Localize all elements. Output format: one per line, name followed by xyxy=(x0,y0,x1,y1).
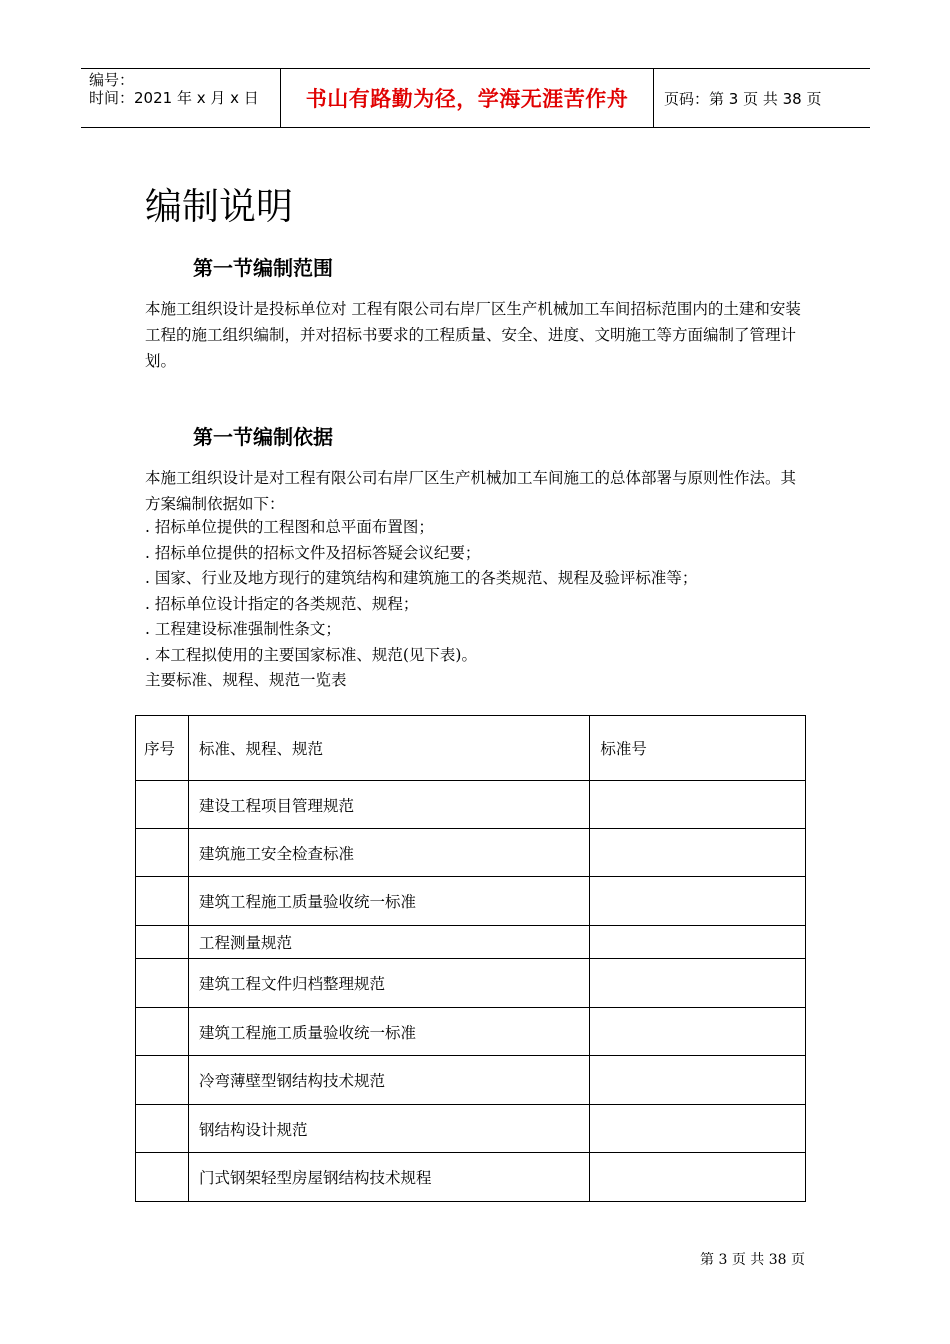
table-row xyxy=(136,926,806,959)
table-row xyxy=(136,829,806,877)
cell-code xyxy=(590,1056,806,1105)
cell-code xyxy=(590,1153,806,1202)
cell-no xyxy=(136,1105,189,1153)
table-row xyxy=(136,781,806,829)
list-item: . 招标单位提供的招标文件及招标答疑会议纪要； xyxy=(145,543,481,562)
list-item: . 本工程拟使用的主要国家标准、规范(见下表)。 xyxy=(145,645,477,664)
cell-name: 建筑工程施工质量验收统一标准 xyxy=(188,877,589,926)
table-caption: 主要标准、规程、规范一览表 xyxy=(145,671,347,689)
cell-code xyxy=(590,829,806,877)
basis-list xyxy=(145,515,810,694)
cell-code xyxy=(590,877,806,926)
section1-heading: 第一节编制范围 xyxy=(193,256,333,280)
cell-name: 建设工程项目管理规范 xyxy=(188,781,589,829)
motto: 书山有路勤为径，学海无涯苦作舟 xyxy=(305,87,629,111)
time-label: 时间：2021 年 x 月 x 日 xyxy=(89,89,259,107)
header-meta xyxy=(81,69,281,127)
cell-no xyxy=(136,877,189,926)
cell-no xyxy=(136,1008,189,1056)
cell-no xyxy=(136,829,189,877)
list-item: . 工程建设标准强制性条文； xyxy=(145,620,341,638)
cell-name: 工程测量规范 xyxy=(188,926,589,959)
cell-code xyxy=(590,926,806,959)
cell-no xyxy=(136,959,189,1008)
col-header-code: 标准号 xyxy=(590,716,806,781)
list-item: . 国家、行业及地方现行的建筑结构和建筑施工的各类规范、规程及验评标准等； xyxy=(145,569,698,587)
list-item: . 招标单位设计指定的各类规范、规程； xyxy=(145,594,419,613)
cell-no xyxy=(136,781,189,829)
cell-name: 建筑工程施工质量验收统一标准 xyxy=(188,1008,589,1056)
table-row xyxy=(136,959,806,1008)
cell-name: 门式钢架轻型房屋钢结构技术规程 xyxy=(188,1153,589,1202)
section2-heading: 第一节编制依据 xyxy=(193,425,333,449)
cell-name: 建筑工程文件归档整理规范 xyxy=(188,959,589,1008)
section1-body: 本施工组织设计是投标单位对 工程有限公司右岸厂区生产机械加工车间招标范围内的土建和安装工程的施工组织编制，并对招标书要求的工程质量、安全、进度、文明施工等方面编制了管理计划。 xyxy=(145,300,801,370)
table-row xyxy=(136,1056,806,1105)
cell-name: 建筑施工安全检查标准 xyxy=(188,829,589,877)
standards-table xyxy=(135,715,806,1202)
cell-code xyxy=(590,1008,806,1056)
header-page-info: 页码：第 3 页 共 38 页 xyxy=(664,89,822,108)
cell-code xyxy=(590,781,806,829)
page-header xyxy=(81,68,870,128)
col-header-name: 标准、规程、规范 xyxy=(188,716,589,781)
cell-no xyxy=(136,1153,189,1202)
cell-name: 钢结构设计规范 xyxy=(188,1105,589,1153)
number-label: 编号： xyxy=(89,71,135,89)
cell-name: 冷弯薄壁型钢结构技术规范 xyxy=(188,1056,589,1105)
section2-body: 本施工组织设计是对工程有限公司右岸厂区生产机械加工车间施工的总体部署与原则性作法。其方案编制依据如下： xyxy=(145,469,797,513)
table-row xyxy=(136,1105,806,1153)
table-row xyxy=(136,1008,806,1056)
cell-code xyxy=(590,1105,806,1153)
cell-code xyxy=(590,959,806,1008)
table-header-row xyxy=(136,716,806,781)
page-footer: 第 3 页 共 38 页 xyxy=(700,1252,805,1268)
cell-no xyxy=(136,926,189,959)
table-row xyxy=(136,1153,806,1202)
header-motto-cell xyxy=(281,69,654,127)
document-title: 编制说明 xyxy=(145,185,293,228)
cell-no xyxy=(136,1056,189,1105)
list-item: . 招标单位提供的工程图和总平面布置图； xyxy=(145,518,434,536)
table-row xyxy=(136,877,806,926)
col-header-no: 序号 xyxy=(136,716,189,781)
